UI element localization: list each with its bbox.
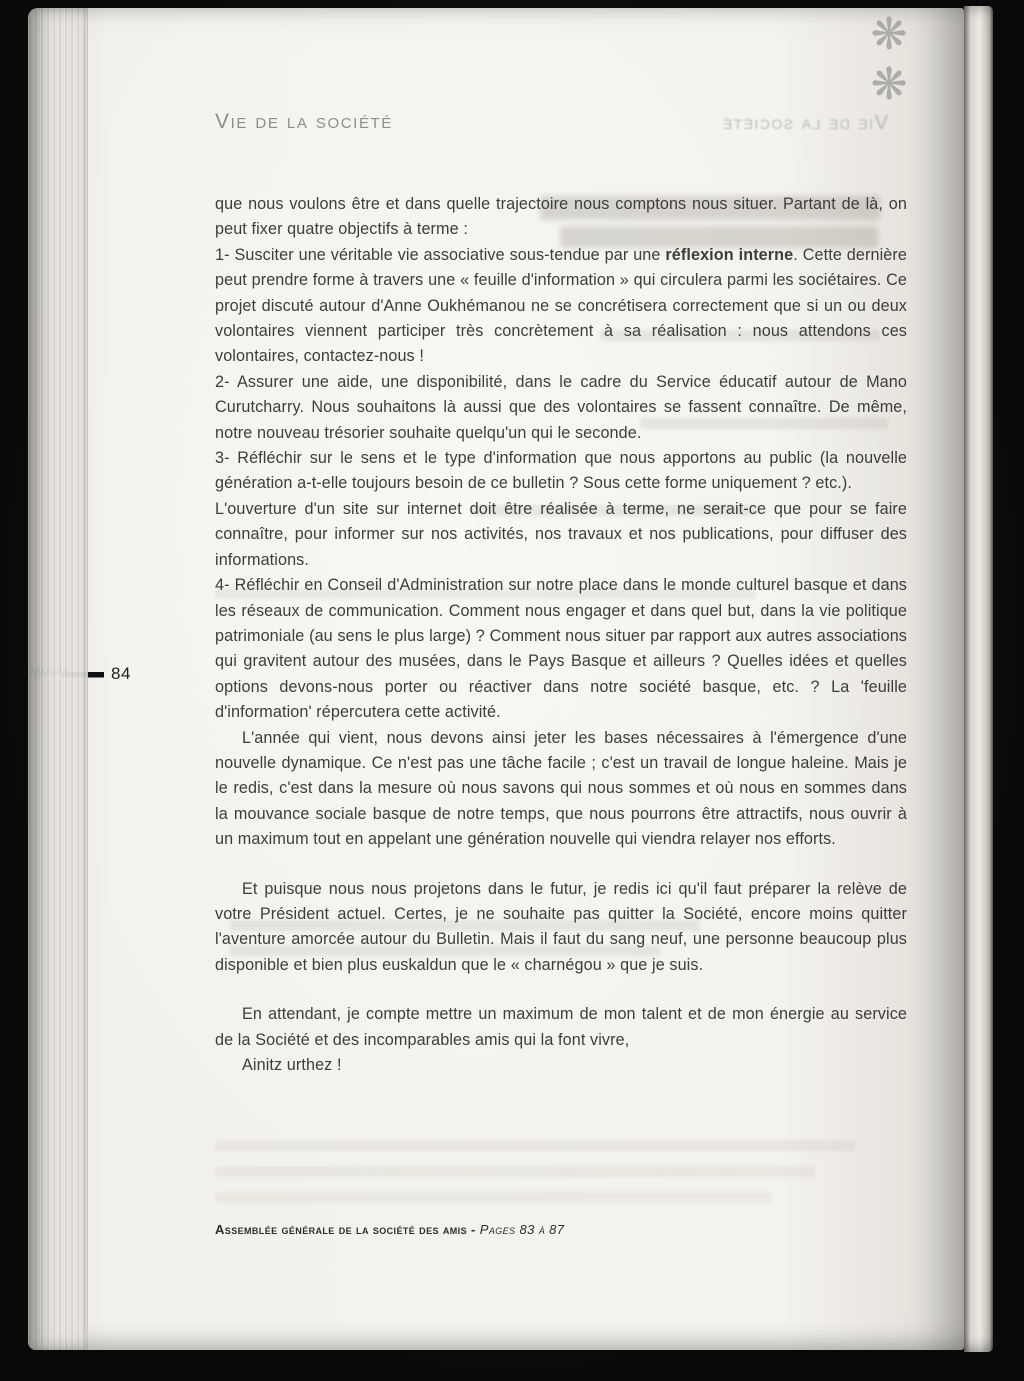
page-edges <box>28 8 88 1350</box>
paragraph: 3- Réfléchir sur le sens et le type d'information que nous apportons au public (la nouvelle génération a-t-elle toujours besoin de ce bulletin ? Sous cette forme uniquement ? etc.). <box>215 449 907 493</box>
paragraph: 4- Réfléchir en Conseil d'Administration sur notre place dans le monde culturel basque et dans les réseaux de communication. Comment nous engager et dans quel but, dans la vie politique patrimoniale (au sens le plus large) ? Comment nous situer par rapport aux autres associations qui gravitent autour des musées, dans le Pays Basque et ailleurs ? Quelles idées et quelles options devons-nous porter ou réactiver dans notre société basque, etc. ? La 'feuille d'information' répercutera cette activité. <box>215 576 907 722</box>
footer-separator: - <box>467 1222 480 1237</box>
paragraph: L'ouverture d'un site sur internet doit être réalisée à terme, ne serait-ce que pour se faire connaître, pour informer sur nos activités, nos travaux et nos publications, pour diffuser des informations. <box>215 499 907 569</box>
paragraph: 2- Assurer une aide, une disponibilité, dans le cadre du Service éducatif autour de Mano Curutcharry. Nous souhaitons là aussi que des volontaires se fassent connaître. De même, notre nouveau trésorier souhaite quelqu'un qui le seconde. <box>215 372 907 442</box>
paragraph: que nous voulons être et dans quelle trajectoire nous comptons nous situer. Partant de là, on peut fixer quatre objectifs à terme : <box>215 195 907 239</box>
page-number: 84 <box>111 664 131 683</box>
showthrough-text-line <box>215 1192 771 1203</box>
paragraph: En attendant, je compte mettre un maximum de mon talent et de mon énergie au service de la Société et des incomparables amis qui la font vivre, <box>215 1005 907 1049</box>
showthrough-ornament-icon: ❋ ❋ <box>870 9 908 110</box>
footer <box>215 1222 564 1237</box>
book <box>28 8 993 1350</box>
footer-title: Assemblée générale de la société des amis <box>215 1222 467 1237</box>
body-text <box>215 192 907 1078</box>
showthrough-header: Vie de la société <box>721 112 888 134</box>
adjacent-page-edge <box>964 6 993 1352</box>
section-header: Vie de la société <box>215 110 393 133</box>
showthrough-text-line <box>215 1140 855 1151</box>
paragraph: Et puisque nous nous projetons dans le futur, je redis ici qu'il faut préparer la relève de votre Président actuel. Certes, je ne souhaite pas quitter la Société, encore moins quitter l'aventure amorcée autour du Bulletin. Mais il faut du sang neuf, une personne beaucoup plus disponible et bien plus euskaldun que le « charnégou » que je suis. <box>215 879 907 974</box>
paragraph: 1- Susciter une véritable vie associative sous-tendue par une réflexion interne. Cette dernière peut prendre forme à travers une « feuille d'information » qui circulera parmi les sociétaires. Ce projet discuté autour d'Anne Oukhémanou ne se concrétisera correctement que si un ou deux volontaires viennent participer très concrètement à sa réalisation : nous attendons ces volontaires, contactez-nous ! <box>215 245 907 366</box>
book-page <box>28 8 964 1350</box>
paragraph: L'année qui vient, nous devons ainsi jeter les bases nécessaires à l'émergence d'une nouvelle dynamique. Ce n'est pas une tâche facile ; c'est un travail de longue haleine. Mais je le redis, c'est dans la mesure où nous savons qui nous sommes et où nous en sommes dans la mouvance sociale basque de notre temps, que nous pourrons être attractifs, nous ouvrir à un maximum tout en appelant une génération nouvelle qui viendra relayer nos efforts. <box>215 728 907 849</box>
showthrough-text-line <box>215 1166 815 1177</box>
paragraph: Ainitz urthez ! <box>242 1056 342 1074</box>
footer-pages: Pages 83 à 87 <box>479 1222 565 1237</box>
